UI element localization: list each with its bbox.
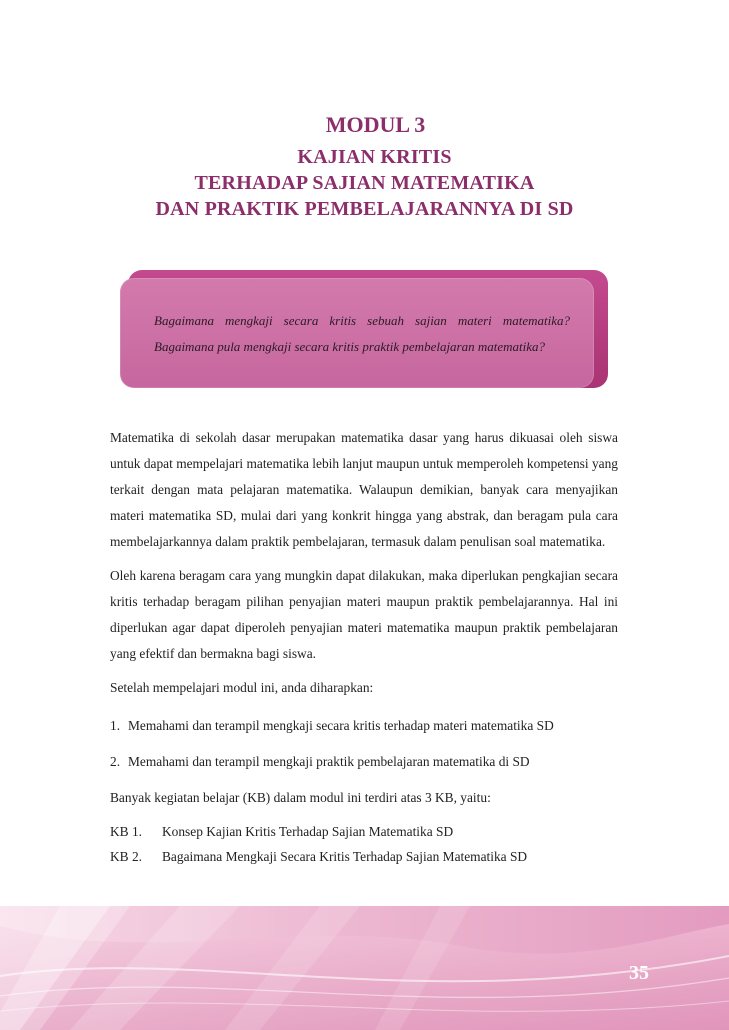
kb-item xyxy=(110,819,618,844)
page-number: 35 xyxy=(629,962,649,984)
objective-item xyxy=(110,749,618,775)
kb-title: Bagaimana Mengkaji Secara Kritis Terhadap Sajian Matematika SD xyxy=(162,849,528,864)
intro-paragraph-2: Oleh karena beragam cara yang mungkin dapat dilakukan, maka diperlukan pengkajian secara kritis terhadap beragam pilihan penyajian materi maupun praktik pembelajarannya. Hal ini diperlukan agar dapat diperoleh penyajian materi matematika maupun praktik pembelajaran yang efektif dan bermakna bagi siswa. xyxy=(110,568,618,661)
kb-title: Konsep Kajian Kritis Terhadap Sajian Matematika SD xyxy=(162,824,454,839)
objective-item xyxy=(110,713,618,739)
guiding-question-box xyxy=(120,270,608,388)
module-title-line-2: TERHADAP SAJIAN MATEMATIKA xyxy=(194,172,535,194)
kb-number: KB 1. xyxy=(110,824,142,839)
module-number: MODUL 3 xyxy=(325,112,426,137)
module-title-line-1: KAJIAN KRITIS xyxy=(297,146,452,168)
kb-number: KB 2. xyxy=(110,849,142,864)
module-introduction xyxy=(110,425,618,869)
objective-text: Memahami dan terampil mengkaji praktik pembelajaran matematika di SD xyxy=(128,754,530,769)
objective-number: 2. xyxy=(110,754,121,769)
guiding-question-text: Bagaimana mengkaji secara kritis sebuah sajian materi matematika? Bagaimana pula mengkaji secara kritis praktik pembelajaran matematika? xyxy=(154,313,570,354)
objective-number: 1. xyxy=(110,718,121,733)
objective-text: Memahami dan terampil mengkaji secara kritis terhadap materi matematika SD xyxy=(128,718,554,733)
kb-intro: Banyak kegiatan belajar (KB) dalam modul ini terdiri atas 3 KB, yaitu: xyxy=(110,790,491,805)
kb-item xyxy=(110,844,618,869)
intro-paragraph-1: Matematika di sekolah dasar merupakan matematika dasar yang harus dikuasai oleh siswa untuk dapat mempelajari matematika lebih lanjut maupun untuk memperoleh kompetensi yang terkait dengan mata pelajaran matematika. Walaupun demikian, banyak cara menyajikan materi matematika SD, mulai dari yang konkrit hingga yang abstrak, dan beragam pula cara membelajarkannya dalam praktik pembelajaran, termasuk dalam penulisan soal matematika. xyxy=(110,430,618,549)
module-title-line-3: DAN PRAKTIK PEMBELAJARANNYA DI SD xyxy=(155,198,574,220)
decorative-footer-band xyxy=(0,906,729,1030)
objectives-intro: Setelah mempelajari modul ini, anda diharapkan: xyxy=(110,680,374,695)
question-box-panel xyxy=(120,278,594,388)
